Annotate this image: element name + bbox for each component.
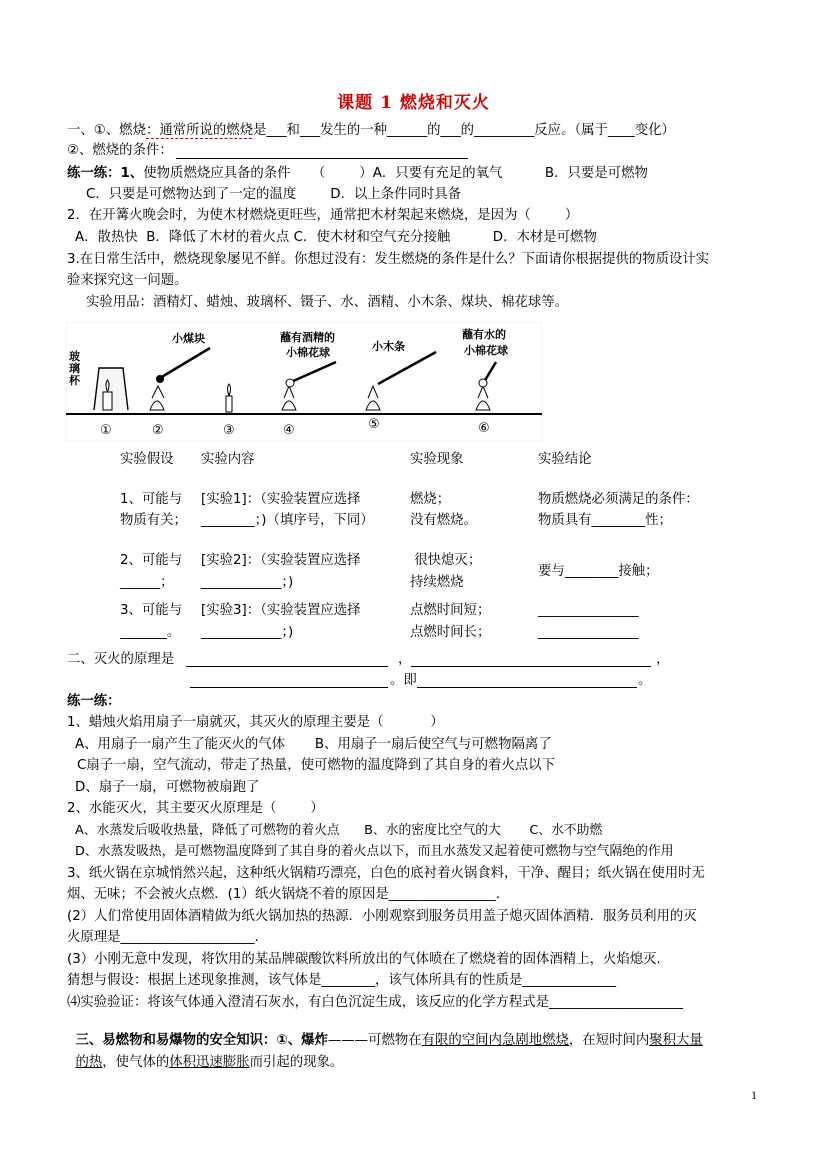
table-cell: 很快熄灭； [410, 553, 482, 568]
table-cell: ____________；) [201, 625, 294, 640]
punctuation: ， [656, 652, 670, 667]
table-header: 实验现象 [410, 452, 464, 467]
table-cell: [实验1]：（实验装置应选择 [201, 492, 361, 507]
question-1-options: C．只要是可燃物达到了一定的温度 D．以上条件同时具备 [86, 187, 462, 202]
table-cell: 点燃时间短； [410, 603, 491, 618]
answer-blank [417, 687, 637, 688]
line-combustion-definition: 一、①、燃烧：通常所说的燃烧是___和___发生的一种______的___的_________反应。（属于____变化） [67, 123, 675, 138]
apparatus-number: ⑤ [368, 417, 380, 432]
punctuation: ， [398, 652, 412, 667]
label-water-1: 蘸有水的 [462, 328, 506, 341]
explosion-key-1: 有限的空间内急剧地燃烧 [421, 1033, 569, 1048]
question-3-cont: 验来探究这一问题。 [67, 273, 188, 288]
table-cell: 1、可能与 [120, 492, 183, 507]
label-glass-char: 杯 [69, 374, 80, 387]
table-cell: 物质具有________性； [538, 513, 672, 528]
question-2: 2．在开篝火晚会时，为使木材燃烧更旺些，通常把木材架起来燃烧，是因为（ ） [67, 208, 579, 223]
explosion-key-2: 聚积大量 [649, 1033, 703, 1048]
question-3: 3.在日常生活中，燃烧现象屡见不鲜。你想过没有：发生燃烧的条件是什么？下面请你根据提供的物质设计实 [67, 252, 710, 267]
section3-heading: 三、易燃物和易爆物的安全知识：①、爆炸 [75, 1033, 328, 1048]
explosion-key-4: 体积迅速膨胀 [169, 1055, 250, 1070]
q2: 2、水能灭火，其主要灭火原理是（ ） [67, 801, 324, 816]
apparatus-number: ② [152, 423, 164, 438]
table-cell: _______。 [120, 625, 181, 640]
q3-part1: 烟、无味；不会被火点燃．(1）纸火锅烧不着的原因是________________． [67, 887, 510, 902]
table-cell: ____________；) [201, 575, 294, 590]
q3-hypothesis: 猜想与假设：根据上述现象推测，该气体是________，该气体所具有的性质是______________ [67, 973, 617, 988]
table-header: 实验假设 [120, 452, 174, 467]
question-2-options: A．散热快 B．降低了木材的着火点 C．使木材和空气充分接触 D．木材是可燃物 [75, 230, 597, 245]
explosion-def: ———可燃物在 [327, 1033, 422, 1048]
table-cell: 2、可能与 [120, 553, 183, 568]
table-cell: 持续燃烧 [410, 575, 464, 590]
page-number: 1 [751, 1088, 757, 1102]
table-cell: 物质有关； [120, 513, 187, 528]
table-cell: 没有燃烧。 [410, 513, 477, 528]
table-cell: ______； [120, 575, 174, 590]
label-glass-char: 玻 [69, 350, 80, 363]
table-cell: [实验3]：（实验装置应选择 [201, 603, 361, 618]
answer-blank [411, 666, 651, 667]
q3-part2: (2）人们常使用固体酒精做为纸火锅加热的热源．小刚观察到服务员用盖子熄灭固体酒精．服务员利用的灭 [67, 909, 697, 924]
glass-cup-apparatus [94, 368, 128, 410]
page-title: 课题 1 燃烧和灭火 [337, 93, 490, 113]
apparatus-number: ① [100, 423, 112, 438]
q2-options-abc: A、水蒸发后吸收热量，降低了可燃物的着火点 B、水的密度比空气的大 C、水不助燃 [75, 823, 603, 838]
q1: 1、蜡烛火焰用扇子一扇就灭，其灭火的原理主要是（ ） [67, 715, 444, 730]
q3: 3、纸火锅在京城悄然兴起，这种纸火锅精巧漂亮，白色的底衬着火锅食料，干净、醒目；纸火锅在使用时无 [67, 866, 705, 881]
table-header: 实验内容 [201, 452, 255, 467]
table-cell: 点燃时间长； [410, 625, 491, 640]
explosion-def: ，使气体的 [102, 1055, 170, 1070]
explosion-key-3: 的热 [75, 1055, 103, 1070]
explosion-def: 而引起的现象。 [249, 1055, 344, 1070]
apparatus-number: ④ [283, 423, 295, 438]
answer-blank [190, 687, 388, 688]
table-cell: _______________ [538, 625, 639, 640]
label-stick: 小木条 [372, 340, 405, 353]
materials: 实验用品：酒精灯、蜡烛、玻璃杯、镊子、水、酒精、小木条、煤块、棉花球等。 [86, 295, 569, 310]
explosion-def: ，在短时间内 [568, 1033, 650, 1048]
apparatus-number: ⑥ [478, 421, 490, 436]
label-alcohol-2: 小棉花球 [286, 346, 330, 359]
table-cell: ________；)（填序号，下同） [201, 513, 374, 528]
wavy-underline [146, 138, 252, 139]
q1-option-c: C扇子一扇，空气流动，带走了热量，使可燃物的温度降到了其自身的着火点以下 [77, 758, 556, 773]
question-1: 使物质燃烧应具备的条件 （ ）A．只要有充足的氧气 B．只要是可燃物 [143, 166, 648, 181]
answer-blank [186, 666, 388, 667]
table-header: 实验结论 [538, 452, 592, 467]
practice-label: 练一练： [67, 694, 121, 709]
q2-option-d: D、水蒸发吸热，是可燃物温度降到了其自身的着火点以下，而且水蒸发又起着使可燃物与空气隔绝的作用 [75, 844, 674, 859]
label-glass [69, 349, 81, 387]
line-combustion-conditions: ②、燃烧的条件： [67, 143, 173, 158]
q3-part2-cont: 火原理是____________________. [67, 930, 259, 945]
label-water-2: 小棉花球 [464, 344, 508, 357]
punctuation: 。 [638, 673, 652, 688]
label-coal: 小煤块 [172, 332, 205, 345]
q1-option-d: D、扇子一扇，可燃物被扇跑了 [75, 780, 260, 795]
table-cell: [实验2]：（实验装置应选择 [201, 553, 361, 568]
punctuation: 。即 [390, 673, 417, 688]
practice-label: 练一练：1、 [67, 166, 144, 181]
table-cell: 要与________接触； [538, 564, 659, 579]
q3-verification: ⑷实验验证：将该气体通入澄清石灰水，有白色沉淀生成，该反应的化学方程式是____________________ [67, 995, 683, 1010]
table-cell: _______________ [538, 603, 639, 618]
experiment-figure [66, 322, 542, 442]
table-cell: 3、可能与 [120, 603, 183, 618]
apparatus-number: ③ [223, 423, 235, 438]
answer-blank [176, 158, 468, 159]
label-glass-char: 璃 [69, 362, 80, 375]
table-cell: 物质燃烧必须满足的条件： [538, 492, 699, 507]
q1-options-ab: A、用扇子一扇产生了能灭火的气体 B、用扇子一扇后使空气与可燃物隔离了 [75, 737, 552, 752]
table-cell: 燃烧； [410, 492, 451, 507]
q3-part3: (3）小刚无意中发现，将饮用的某品牌碳酸饮料所放出的气体喷在了燃烧着的固体酒精上，火焰熄灭. [67, 952, 661, 967]
extinguish-principle: 二、灭火的原理是 [67, 652, 175, 667]
label-alcohol-1: 蘸有酒精的 [280, 331, 335, 344]
